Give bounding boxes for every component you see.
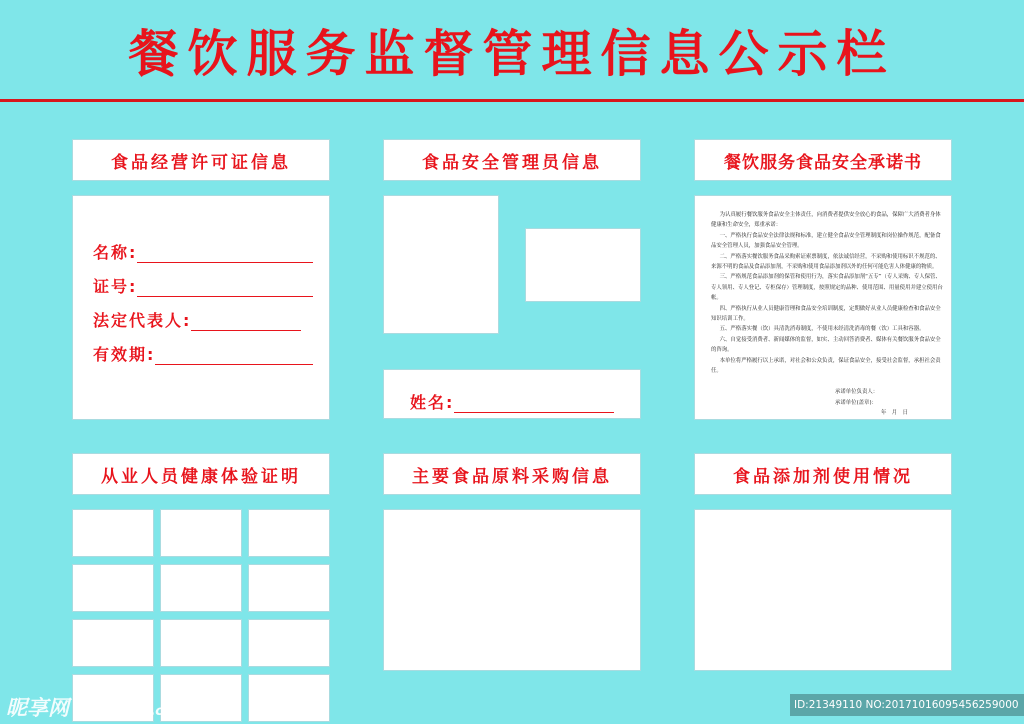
purchase-header: [383, 453, 641, 495]
validity-row: [93, 342, 313, 365]
manager-small-frame: [525, 228, 641, 302]
manager-header-text: 食品安全管理员信息: [422, 152, 602, 173]
pledge-signer: 承诺单位负责人：: [835, 389, 879, 395]
pledge-date: 年 月 日: [881, 410, 908, 416]
health-cert-slot: [248, 619, 330, 667]
license-header-text: 食品经营许可证信息: [111, 152, 291, 173]
pledge-header: [694, 139, 952, 181]
pledge-paragraph: 三、严格规范食品添加剂的保管和使用行为，落实食品添加剂“五专”（专人采购、专人保管、专人领用、专人登记、专柜保存）管理制度，按照规定的品种、使用范围、用量使用并建立使用台帐。: [711, 274, 943, 302]
pledge-paragraph: 二、严格落实餐饮服务食品采购索证索票制度，依法诚信经营，不采购和使用标识不规范的、来源不明的食品及食品添加剂，不采购和使用食品添加剂以外的任何可能危害人体健康的物质。: [711, 253, 941, 271]
license-name-line: [137, 248, 313, 263]
manager-name-panel: [383, 369, 641, 419]
pledge-text: [711, 210, 943, 377]
legal-rep-row: [93, 308, 301, 331]
watermark-brand-text: 昵享网: [6, 696, 69, 720]
manager-name-row: [410, 390, 614, 413]
health-cert-slot: [72, 564, 154, 612]
additive-header-text: 食品添加剂使用情况: [733, 466, 913, 487]
health-cert-slot: [248, 509, 330, 557]
watermark-brand: [6, 692, 185, 722]
health-header: [72, 453, 330, 495]
license-name-row: [93, 240, 313, 263]
pledge-panel: [694, 195, 952, 420]
health-header-text: 从业人员健康体验证明: [101, 466, 301, 487]
manager-name-label: 姓名:: [410, 393, 455, 412]
health-cert-slot: [72, 619, 154, 667]
additive-header: [694, 453, 952, 495]
license-name-label: 名称:: [93, 243, 138, 262]
pledge-paragraph: 五、严格落实餐（饮）具清洗消毒制度，不使用未经清洗消毒的餐（饮）工具和容器。: [719, 326, 925, 333]
pledge-paragraph: 为认真履行餐饮服务食品安全主体责任，向消费者提供安全放心的食品，保障广大消费者身体健康和生命安全，郑重承诺：: [711, 212, 941, 229]
license-panel: [72, 195, 330, 420]
license-number-line: [137, 282, 313, 297]
health-cert-slot: [72, 509, 154, 557]
health-cert-slot: [248, 674, 330, 722]
pledge-paragraph: 本单位将严格履行以上承诺，对社会和公众负责，保证食品安全，接受社会监督，承担社会责任。: [711, 357, 941, 375]
manager-photo-frame: [383, 195, 499, 334]
license-number-row: [93, 274, 313, 297]
validity-line: [155, 350, 313, 365]
pledge-paragraph: 六、自觉接受消费者、新闻媒体的监督，如实、主动回答消费者、媒体有关餐饮服务食品安全的咨询。: [711, 336, 941, 354]
license-number-label: 证号:: [93, 277, 138, 296]
watermark-site: www.nipic.com: [75, 704, 186, 719]
legal-rep-label: 法定代表人:: [93, 311, 192, 330]
purchase-header-text: 主要食品原料采购信息: [412, 466, 612, 487]
watermark-id-bar: [790, 694, 1024, 716]
pledge-header-text: 餐饮服务食品安全承诺书: [724, 152, 922, 173]
pledge-paragraph: 四、严格执行从业人员健康管理和食品安全培训制度，定期做好从业人员健康检查和食品安全知识培训工作。: [711, 305, 941, 323]
validity-label: 有效期:: [93, 345, 156, 364]
health-cert-slot: [160, 509, 242, 557]
health-cert-slot: [160, 619, 242, 667]
license-header: [72, 139, 330, 181]
purchase-panel: [383, 509, 641, 671]
health-cert-slot: [248, 564, 330, 612]
manager-header: [383, 139, 641, 181]
legal-rep-line: [191, 316, 301, 331]
health-cert-slot: [160, 564, 242, 612]
watermark-id: ID:21349110 NO:20171016095456259000: [794, 699, 1019, 711]
title-divider: [0, 99, 1024, 102]
pledge-unit: 承诺单位(盖章)：: [835, 400, 877, 406]
board-title: 餐饮服务监督管理信息公示栏: [128, 25, 896, 83]
manager-name-line: [454, 398, 614, 413]
additive-panel: [694, 509, 952, 671]
pledge-paragraph: 一、严格执行食品安全法律法规和标准，建立健全食品安全管理制度和岗位操作规范，配备食品安全管理人员，加强食品安全管理。: [711, 232, 941, 250]
